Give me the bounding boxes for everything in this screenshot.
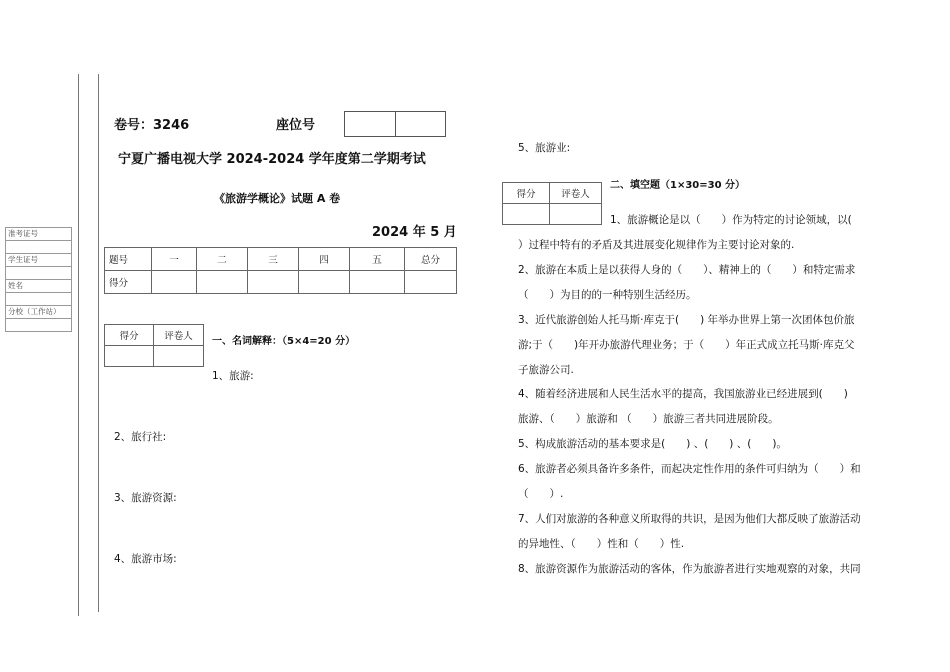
- score-cell[interactable]: [405, 271, 457, 294]
- fill-line-14: 的异地性、（ ）性和（ ）性.: [518, 538, 685, 550]
- exam-number-label: 准考证号: [6, 228, 71, 241]
- score-header-2: 二: [197, 248, 248, 271]
- grader-score-cell[interactable]: [503, 204, 550, 225]
- name-field[interactable]: [6, 293, 71, 306]
- grader-score-cell[interactable]: [105, 346, 154, 367]
- fill-line-1: 1、旅游概论是以（ ）作为特定的讨论领域，以(: [610, 214, 852, 226]
- section1-title: 一、名词解释：（5×4=20 分）: [212, 336, 356, 347]
- fill-line-15: 8、旅游资源作为旅游活动的客体，作为旅游者进行实地观察的对象，共同: [518, 563, 861, 575]
- grader-name-label: 评卷人: [154, 325, 204, 346]
- score-header-4: 四: [299, 248, 350, 271]
- fill-line-3: 2、旅游在本质上是以获得人身的（ ）、精神上的（ ）和特定需求: [518, 264, 856, 276]
- question-1-2: 2、旅行社:: [114, 431, 167, 443]
- grader-name-label: 评卷人: [550, 183, 602, 204]
- seat-cell-2[interactable]: [396, 112, 446, 136]
- fill-line-12: （ ）.: [518, 488, 564, 500]
- fill-line-8: 4、随着经济进展和人民生活水平的提高，我国旅游业已经进展到( ): [518, 388, 848, 400]
- score-header-5: 五: [350, 248, 405, 271]
- fill-line-10: 5、构成旅游活动的基本要求是( ) 、( ) 、( )。: [518, 438, 787, 450]
- exam-number-field[interactable]: [6, 241, 71, 254]
- binding-line-outer: [78, 74, 79, 616]
- grader-score-label: 得分: [503, 183, 550, 204]
- score-header-total: 总分: [405, 248, 457, 271]
- student-id-field[interactable]: [6, 267, 71, 280]
- exam-date: 2024 年 5 月: [372, 225, 457, 240]
- fill-line-2: ）过程中特有的矛盾及其进展变化规律作为主要讨论对象的.: [518, 239, 795, 251]
- student-id-label: 学生证号: [6, 254, 71, 267]
- score-table: [104, 247, 457, 294]
- seat-label: 座位号: [276, 118, 316, 133]
- fill-line-13: 7、人们对旅游的各种意义所取得的共识，是因为他们大都反映了旅游活动: [518, 513, 861, 525]
- university-title: 宁夏广播电视大学 2024-2024 学年度第二学期考试: [118, 152, 426, 167]
- grader-name-cell[interactable]: [550, 204, 602, 225]
- score-header-1: 一: [152, 248, 197, 271]
- fill-line-11: 6、旅游者必须具备许多条件，而起决定性作用的条件可归纳为（ ）和: [518, 463, 861, 475]
- fill-line-4: （ ）为目的的一种特别生活经历。: [518, 289, 697, 301]
- seat-number-box: [344, 111, 446, 137]
- fill-line-7: 子旅游公司.: [518, 364, 574, 376]
- seat-cell-1[interactable]: [345, 112, 396, 136]
- score-cell[interactable]: [350, 271, 405, 294]
- score-row-label: 得分: [105, 271, 152, 294]
- score-cell[interactable]: [248, 271, 299, 294]
- score-header-label: 题号: [105, 248, 152, 271]
- grader-score-label: 得分: [105, 325, 154, 346]
- branch-field[interactable]: [6, 319, 71, 331]
- grader-box-section1: [104, 324, 204, 367]
- question-1-1: 1、旅游:: [212, 370, 254, 382]
- course-title: 《旅游学概论》试题 A 卷: [214, 192, 341, 205]
- fill-line-9: 旅游、（ ）旅游和 （ ）旅游三者共同进展阶段。: [518, 413, 779, 425]
- fill-line-5: 3、近代旅游创始人托马斯·库克于( ) 年举办世界上第一次团体包价旅: [518, 314, 855, 326]
- question-1-4: 4、旅游市场:: [114, 553, 177, 565]
- score-cell[interactable]: [152, 271, 197, 294]
- score-header-3: 三: [248, 248, 299, 271]
- paper-number: 卷号：3246: [114, 118, 190, 133]
- question-1-3: 3、旅游资源:: [114, 492, 177, 504]
- grader-box-section2: [502, 182, 602, 225]
- score-cell[interactable]: [299, 271, 350, 294]
- branch-label: 分校（工作站）: [6, 306, 71, 319]
- section2-title: 二、填空题（1×30=30 分）: [610, 180, 746, 191]
- grader-name-cell[interactable]: [154, 346, 204, 367]
- student-info-box: [5, 227, 72, 332]
- score-cell[interactable]: [197, 271, 248, 294]
- fill-line-6: 游;于（ )年开办旅游代理业务；于（ ）年正式成立托马斯·库克父: [518, 339, 855, 351]
- name-label: 姓名: [6, 280, 71, 293]
- question-1-5: 5、旅游业:: [518, 142, 571, 154]
- binding-line-inner: [98, 74, 99, 612]
